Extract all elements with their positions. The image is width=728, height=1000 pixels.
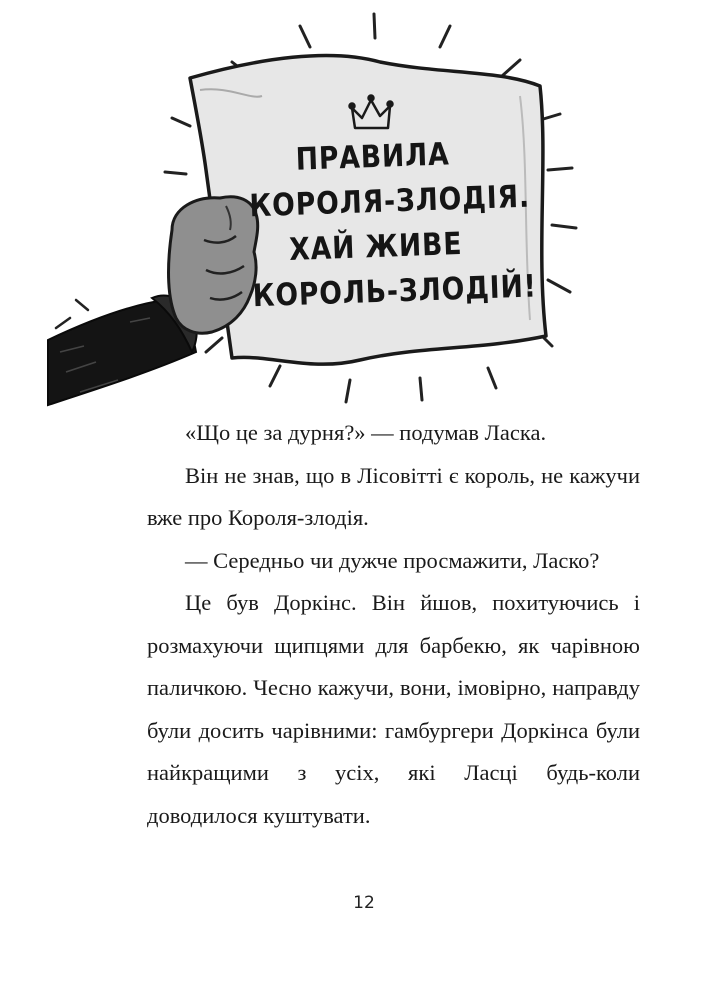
paragraph: Це був Доркінс. Він йшов, похитуючись і розмахуючи щипцями для барбекю, як чарівною паличкою. Чесно кажучи, вони, імовірно, направду були досить чарівними: гамбургери Доркінса були найкращими з усіх, які Ласці будь-коли доводилося куштувати.	[147, 590, 640, 828]
paragraph: Він не знав, що в Лісовітті є король, не кажучи вже про Короля-злодія.	[147, 462, 640, 530]
sign-text	[227, 130, 538, 320]
sign-line: КОРОЛЯ-ЗЛОДІЯ.	[248, 178, 531, 225]
paragraph: «Що це за дурня?» — подумав Ласка.	[185, 420, 547, 445]
sign-line: ПРАВИЛА	[295, 136, 451, 178]
story-text	[147, 412, 640, 837]
sign-line: КОРОЛЬ-ЗЛОДІЙ!	[252, 268, 538, 315]
paragraph: — Середньо чи дужче просмажити, Ласко?	[185, 547, 600, 573]
page-number: 12	[353, 893, 375, 913]
sign-line: ХАЙ ЖИВЕ	[288, 225, 463, 268]
